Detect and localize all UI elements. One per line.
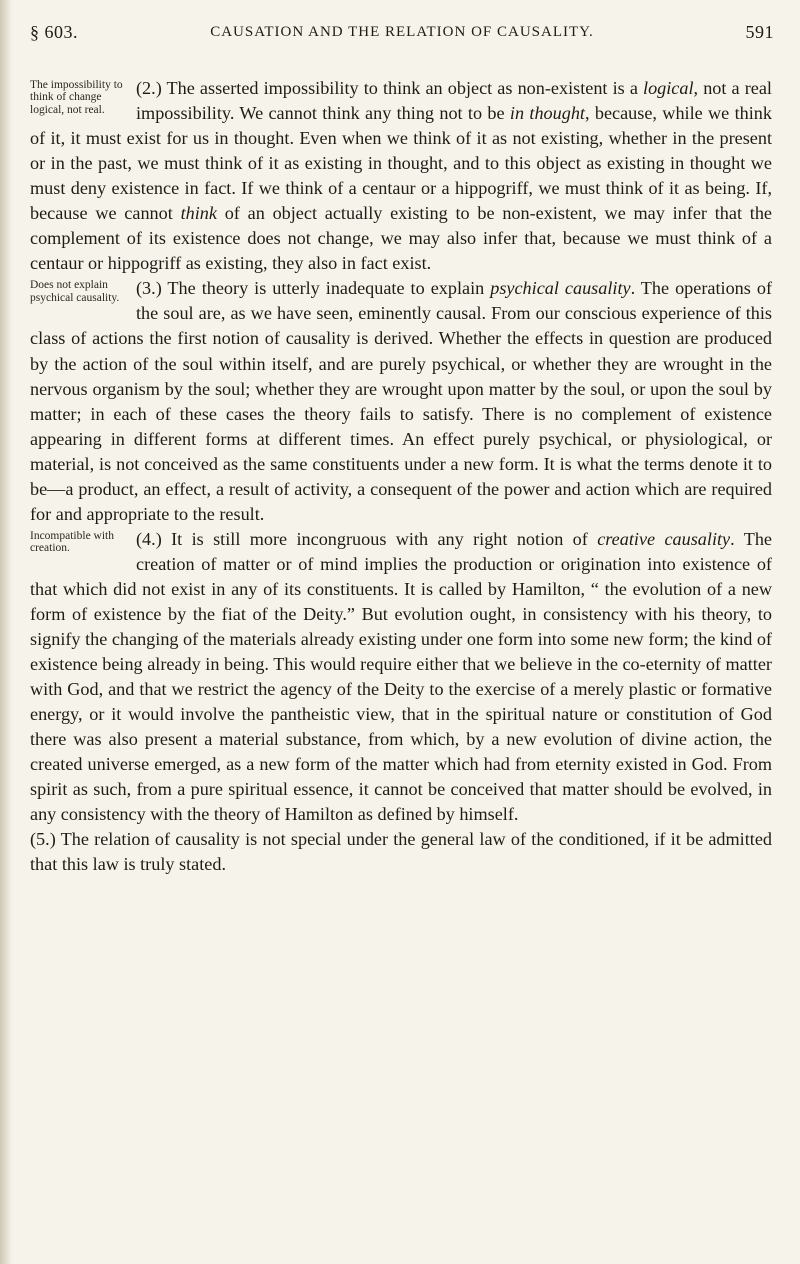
text-run: (3.) The theory is utterly inadequate to explain [136,278,491,299]
paragraph-3 [30,276,772,526]
text-run: (5.) The relation of causality is not special under the general law of the conditioned, if it be admitted that this law is truly stated. [30,829,772,875]
paragraph-4 [30,527,772,828]
running-title: CAUSATION AND THE RELATION OF CAUSALITY. [210,24,594,40]
running-header [30,22,774,52]
paragraph-5 [30,827,772,877]
emphasis: creative causality [597,528,731,549]
text-run: , because, while we think of it, it must exist for us in thought. Even when we think of it as not existing, whether in the present or in the past, we must think of it as existing in thought, and to this object as existing in thought we must deny existence in fact. If we think of a centaur or a hippogriff, we must think of it as being. If, because we cannot [30,103,772,224]
page-body [30,76,772,878]
margin-note-3: Incompatible with creation. [30,529,114,555]
emphasis: psychical causality [490,278,631,299]
text-run: . The operations of the soul are, as we have seen, eminently causal. From our conscious experience of this class of actions the first notion of causality is derived. Whether the effects in question are produced by the action of the soul within itself, and are purely psychical, or whether they are wrought in the nervous organism by the soul; whether they are wrought upon matter by the soul, or upon the soul by matter; in each of these cases the theory fails to satisfy. There is no complement of existence appearing in different forms at different times. An effect purely psychical, or physiological, or material, is not conceived as the same constituents under a new form. It is what the terms denote it to be—a product, an effect, a result of activity, a consequent of the power and action which are required for and appropriate to the result. [30,278,772,524]
emphasis: in thought [509,103,585,124]
page-edge-shadow [0,0,12,1264]
margin-note-2: Does not explain psychical causality. [30,279,120,304]
text-run: . The creation of matter or of mind implies the production or origination into existence of that which did not exist in any of its constituents. It is called by Hamilton, “ the evolution of a new form of existence by the fiat of the Deity.” But evolution ought, in consistency with his theory, to signify the changing of the materials already existing under one form into some new form; the kind of existence being already in being. This would require either that we believe in the co-eternity of matter with God, and that we restrict the agency of the Deity to the exercise of a merely plastic or formative energy, or it would involve the pantheistic view, that in the spiritual nature or constitution of God there was also present a material substance, from which, by a new evolution of divine action, the created universe emerged, as a new form of the matter which had from eternity existed in God. From spirit as such, from a pure spiritual essence, it cannot be conceived that matter should be evolved, in any consistency with the theory of Hamilton as defined by himself. [30,528,773,825]
emphasis: logical [643,78,694,98]
text-run: , not a real impossibility. We cannot think any thing not to be [136,78,772,124]
text-run: (2.) The asserted impossibility to think an object as non-existent is a [136,78,644,98]
page-number: 591 [745,22,774,42]
text-run: (4.) It is still more incongruous with any right notion of [136,528,598,549]
margin-note-1: The impossibility to think of change logical, not real. [30,79,123,116]
emphasis: think [180,203,217,224]
paragraph-2 [30,76,772,276]
text-run: of an object actually existing to be non-existent, we may infer that the complement of its existence does not change, we may also infer that, because we must think of a centaur or hippogriff as existing, they also in fact exist. [30,203,772,274]
section-number: § 603. [30,22,78,42]
